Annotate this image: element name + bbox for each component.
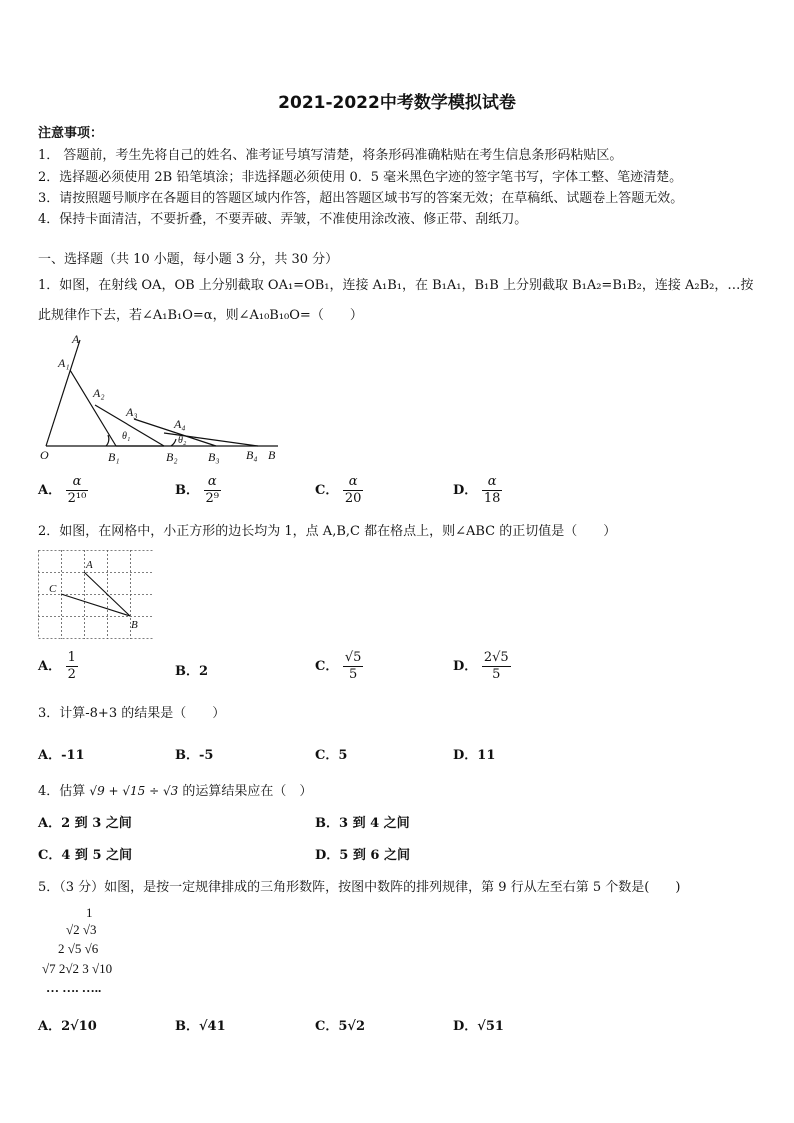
label-B: B xyxy=(268,448,276,462)
label-B1: B₁ xyxy=(108,450,120,464)
q1-text-line1: 1．如图，在射线 OA，OB 上分别截取 OA₁=OB₁，连接 A₁B₁，在 B₁A₁，B₁B 上分别截取 B₁A₂=B₁B₂，连接 A₂B₂，…按 xyxy=(38,278,754,293)
q1-option-a[interactable]: A． $\frac{\alpha}{\text{2¹⁰}}$ xyxy=(38,474,87,506)
q3-option-c[interactable]: C．5 xyxy=(315,748,348,763)
q2-grid-figure xyxy=(38,550,153,639)
notice-heading: 注意事项： xyxy=(38,126,104,141)
label-theta2: θ₂ xyxy=(178,435,187,446)
q4-option-c[interactable]: C．4 到 5 之间 xyxy=(38,848,133,863)
label-A1: A₁ xyxy=(58,356,70,370)
notice-item-3: 3．请按照题号顺序在各题目的答题区域内作答，超出答题区域书写的答案无效；在草稿纸、试题卷上答题无效。 xyxy=(38,191,684,206)
q1-figure xyxy=(36,335,286,465)
q5-text: 5．（3 分）如图，是按一定规律排成的三角形数阵，按图中数阵的排列规律，第 9 行从左至右第 5 个数是( ) xyxy=(38,880,681,895)
label-A4: A₄ xyxy=(174,417,186,431)
point-C: C xyxy=(49,583,57,595)
q2-option-c[interactable]: C． $\frac{√5}{5}$ xyxy=(315,650,362,682)
q4-option-b[interactable]: B．3 到 4 之间 xyxy=(315,816,410,831)
q4-option-a[interactable]: A．2 到 3 之间 xyxy=(38,816,132,831)
label-A: A xyxy=(72,335,80,346)
notice-item-1: 1． 答题前，考生先将自己的姓名、准考证号填写清楚，将条形码准确粘贴在考生信息条形码粘贴区。 xyxy=(38,148,623,163)
label-B3: B₃ xyxy=(208,450,220,464)
q2-option-a[interactable]: A． $\frac{1}{2}$ xyxy=(38,650,76,682)
q4-expression: √9 + √15 ÷ √3 xyxy=(89,784,179,798)
q5-row-1: 1 xyxy=(86,905,93,920)
q5-option-a[interactable]: A．2√10 xyxy=(38,1019,97,1034)
q3-option-b[interactable]: B．-5 xyxy=(175,748,214,763)
section-heading: 一、选择题（共 10 小题，每小题 3 分，共 30 分） xyxy=(38,252,339,267)
q3-option-a[interactable]: A．-11 xyxy=(38,748,85,763)
q4-text-pre: 4．估算 xyxy=(38,784,86,799)
label-theta1: θ₁ xyxy=(122,431,131,442)
label-A3: A₃ xyxy=(126,405,138,419)
q2-option-b[interactable]: B．2 xyxy=(175,664,209,679)
q5-row-5: … …. ….. xyxy=(46,980,102,995)
q5-row-2: √2 √3 xyxy=(66,922,97,937)
q5-row-3: 2 √5 √6 xyxy=(58,941,99,956)
q1-text-line2: 此规律作下去，若∠A₁B₁O=α，则∠A₁₀B₁₀O=（ ） xyxy=(38,308,363,323)
label-A2: A₂ xyxy=(93,386,105,400)
q1-option-c[interactable]: C． $\frac{\alpha}{20}$ xyxy=(315,474,362,506)
q5-option-c[interactable]: C．5√2 xyxy=(315,1019,365,1034)
q4-text xyxy=(38,780,312,799)
label-O: O xyxy=(40,448,49,462)
page-title: 2021-2022中考数学模拟试卷 xyxy=(278,93,516,113)
q5-option-d[interactable]: D．√51 xyxy=(453,1019,504,1034)
q4-option-d[interactable]: D．5 到 6 之间 xyxy=(315,848,410,863)
label-B4: B₄ xyxy=(246,448,258,462)
q5-option-b[interactable]: B．√41 xyxy=(175,1019,226,1034)
q4-text-post: 的运算结果应在（ ） xyxy=(182,784,313,799)
q2-option-d[interactable]: D． $\frac{2√5}{5}$ xyxy=(453,650,509,682)
q3-option-d[interactable]: D．11 xyxy=(453,748,496,763)
q1-option-b[interactable]: B． $\frac{\alpha}{\text{2⁹}}$ xyxy=(175,474,220,506)
q3-text: 3．计算-8+3 的结果是（ ） xyxy=(38,706,226,721)
q1-option-d[interactable]: D． $\frac{\alpha}{18}$ xyxy=(453,474,501,506)
notice-item-2: 2．选择题必须使用 2B 铅笔填涂；非选择题必须使用 0．5 毫米黑色字迹的签字笔书写，字体工整、笔迹清楚。 xyxy=(38,170,683,185)
q5-row-4: √7 2√2 3 √10 xyxy=(42,961,113,976)
point-A: A xyxy=(86,559,93,571)
q2-text: 2．如图，在网格中，小正方形的边长均为 1，点 A,B,C 都在格点上，则∠ABC 的正切值是（ ） xyxy=(38,524,617,539)
notice-item-4: 4．保持卡面清洁，不要折叠，不要弄破、弄皱，不准使用涂改液、修正带、刮纸刀。 xyxy=(38,212,528,227)
label-B2: B₂ xyxy=(166,450,178,464)
point-B: B xyxy=(131,619,138,631)
